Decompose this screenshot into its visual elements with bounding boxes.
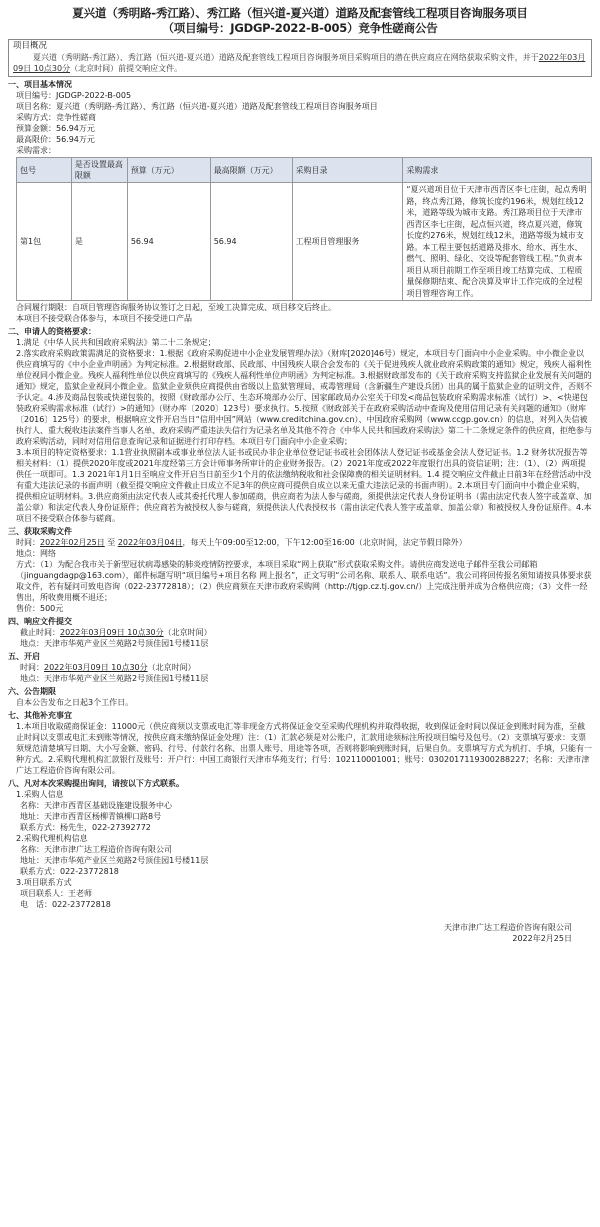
- opening-time-label: 时间：: [20, 663, 44, 672]
- overview-deadline: 2022年03月09日 10点30分: [13, 53, 586, 73]
- max-limit: 最高限价：56.94万元: [16, 135, 95, 144]
- section-obtain-docs: [8, 526, 592, 614]
- project-number: 项目编号：JGDGP-2022-B-005: [16, 91, 132, 100]
- section-basic-info: [8, 79, 592, 324]
- procurement-method: 采购方式：竞争性磋商: [16, 113, 96, 122]
- time-start: 2022年02月25日: [40, 538, 105, 547]
- time-label: 时间：: [16, 538, 40, 547]
- title-line-2: （项目编号：JGDGP-2022-B-005）竞争性磋商公告: [162, 21, 438, 35]
- overview-text-b: （北京时间）前提交响应文件。: [70, 64, 183, 73]
- consortium-note: 本项目不接受联合体参与，本项目不接受进口产品: [16, 314, 192, 323]
- purchaser-name: 名称：天津市西青区基础设施建设服务中心: [20, 801, 172, 810]
- section-heading: 六、公告期限: [8, 687, 56, 696]
- opening-time-value: 2022年03月09日 10点30分: [44, 663, 148, 672]
- table-header-row: [17, 158, 592, 183]
- purchaser-address: 地址：天津市西青区杨柳青镇柳口路8号: [20, 812, 162, 821]
- submission-place: 地点：天津市华苑产业区兰苑路2号顶佳园1号楼11层: [20, 639, 209, 648]
- opening-place: 地点：天津市华苑产业区兰苑路2号顶佳园1号楼11层: [20, 674, 209, 683]
- table-row: [17, 183, 592, 301]
- section-heading: 一、项目基本情况: [8, 80, 72, 89]
- agency-name: 名称：天津市津广达工程造价咨询有限公司: [20, 845, 172, 854]
- signature-date: 2022年2月25日: [512, 934, 572, 943]
- section-submission: [8, 616, 592, 649]
- cell-catalog: 工程项目管理服务: [292, 183, 403, 301]
- section-qualification: [8, 326, 592, 524]
- submission-deadline: [8, 627, 592, 638]
- title-line-1: 夏兴道（秀明路-秀江路）、秀江路（恒兴道-夏兴道）道路及配套管线工程项目咨询服务项目: [72, 6, 528, 20]
- project-contact-person: 项目联系人：王老师: [20, 889, 92, 898]
- other-text: 1.本项目收取磋商保证金：11000元（供应商须以支票或电汇等非现金方式将保证金交至采购代理机构并取得收据，收到保证金时间以保证金到账时间为准，至截止时间以支票或电汇未到账等情况，按供应商未缴纳保证金处理）注：（1）汇款必须是对公账户，汇款用途须标注所投项目编号及包号。（2）支票填写要求：支票须规范清楚填写日期、大小写金额、密码、行号、付款行名称、出票人账号、用途等各项，否则将影响到账时间，后果自负。支票填写方式为机打、手填，只能有一种方式。2.采购代理机构汇款银行及账号：开户行：中国工商银行天津市华苑支行；行号：102110001001；账号：0302017119300288227；名称：天津市津广达工程造价咨询有限公司。: [16, 722, 592, 775]
- agency-heading: 2.采购代理机构信息: [16, 834, 88, 843]
- opening-time-suffix: （北京时间）: [147, 663, 196, 672]
- project-contact-heading: 3.项目联系方式: [16, 878, 72, 887]
- col-header: 是否设置最高限额: [71, 158, 127, 183]
- qualification-p1: 1.满足《中华人民共和国政府采购法》第二十二条规定；: [16, 338, 216, 347]
- contract-period: 合同履行期限：自项目管理咨询服务协议签订之日起，至竣工决算完成、项目移交后终止。: [16, 303, 336, 312]
- cell-has-limit: 是: [71, 183, 127, 301]
- cell-limit: 56.94: [210, 183, 292, 301]
- deadline-suffix: （北京时间）: [163, 628, 212, 637]
- signature-org: 天津市津广达工程造价咨询有限公司: [444, 923, 572, 932]
- purchaser-contact: 联系方式：杨先生，022-27392772: [20, 823, 151, 832]
- overview-box: [8, 39, 592, 77]
- page-title: [10, 6, 590, 36]
- time-to: 至: [104, 538, 118, 547]
- cell-budget: 56.94: [127, 183, 210, 301]
- deadline-value: 2022年03月09日 10点30分: [60, 628, 164, 637]
- obtain-place: 地点：网络: [16, 549, 56, 558]
- agency-contact: 联系方式：022-23772818: [20, 867, 119, 876]
- overview-label: 项目概况: [13, 41, 48, 51]
- purchaser-heading: 1.采购人信息: [16, 790, 64, 799]
- col-header: 包号: [17, 158, 72, 183]
- col-header: 采购需求: [403, 158, 592, 183]
- notice-period-text: 自本公告发布之日起3个工作日。: [16, 698, 134, 707]
- section-heading: 八、凡对本次采购提出询问，请按以下方式联系。: [8, 779, 184, 788]
- procurement-table: [16, 157, 592, 301]
- section-other: [8, 710, 592, 776]
- section-heading: 二、申请人的资格要求：: [8, 327, 96, 336]
- section-opening: [8, 651, 592, 684]
- overview-text-a: 夏兴道（秀明路-秀江路）、秀江路（恒兴道-夏兴道）道路及配套管线工程项目咨询服务项目采购项目的潜在供应商应在网络获取采购文件，并于: [33, 53, 539, 62]
- col-header: 预算（万元）: [127, 158, 210, 183]
- cell-requirement: “夏兴道项目位于天津市西青区李七庄街，起点秀明路，终点秀江路，修筑长度约196米，规划红线12米，道路等级为城市支路。秀江路项目位于天津市西青区李七庄街，起点恒兴道，终点夏兴道，修筑长度约276米，规划红线12米，道路等级为城市支路。本工程主要包括道路及排水、给水、再生水、燃气、照明、绿化、交设等配套管线工程。”负责本项目从项目前期工作至项目竣工结算完成、工程质量保修期结束、配合决算及审计工作完成的全过程项目管理咨询工作。: [403, 183, 592, 301]
- time-rest: ，每天上午09:00至12:00，下午12:00至16:00（北京时间，法定节假日除外）: [182, 538, 467, 547]
- section-heading: 四、响应文件提交: [8, 617, 72, 626]
- signature-block: [6, 922, 594, 944]
- agency-address: 地址：天津市华苑产业区兰苑路2号顶佳园1号楼11层: [20, 856, 209, 865]
- project-name: 项目名称：夏兴道（秀明路-秀江路）、秀江路（恒兴道-夏兴道）道路及配套管线工程项目咨询服务项目: [16, 102, 378, 111]
- qualification-p2: 2.落实政府采购政策需满足的资格要求：1.根据《政府采购促进中小企业发展管理办法》（财库[2020]46号）规定，本项目专门面向中小企业采购。中小微企业以供应商填写的《中小企业声明函》为判定标准。2.根据财政部、民政部、中国残疾人联合会发布的《关于促进残疾人就业政府采购政策的通知》规定，残疾人福利性单位视同小微企业。残疾人福利性单位以供应商填写的《残疾人福利性单位声明函》为判定标准。3.根据财政部发布的《关于政府采购支持监狱企业发展有关问题的通知》规定，监狱企业视同小微企业。监狱企业须供应商提供由省级以上监狱管理局、戒毒管理局（含新疆生产建设兵团）出具的属于监狱企业的证明文件，否则不予认定。4.涉及商品包装或快递包装的，按照《财政部办公厅、生态环境部办公厅、国家邮政局办公室关于印发<商品包装政府采购需求标准（试行）>、<快递包装政府采购需求标准（试行）>的通知》（财办库〔2020〕123号）要求执行。5.按照《财政部关于在政府采购活动中查询及使用信用记录有关问题的通知》（财库〔2016〕125号）的要求，根据响应文件开启当日“信用中国”网站（www.creditchina.gov.cn）、中国政府采购网（www.ccgp.gov.cn）的信息，对列入失信被执行人、重大税收违法案件当事人名单、政府采购严重违法失信行为记录名单及其他不符合《中华人民共和国政府采购法》第二十二条规定条件的供应商，拒绝参与政府采购活动，同时对信用信息查询记录和证据进行打印存档。本项目专门面向中小企业采购；: [16, 349, 592, 446]
- section-heading: 三、获取采购文件: [8, 527, 72, 536]
- needs-label: 采购需求：: [16, 146, 56, 155]
- col-header: 最高限额（万元）: [210, 158, 292, 183]
- obtain-price: 售价：500元: [16, 604, 64, 613]
- qualification-p3: 3.本项目的特定资格要求：1.1营业执照副本或事业单位法人证书或民办非企业单位登记证书或社会团体法人登记证书或基金会法人登记证书。1.2 财务状况报告等相关材料：（1）提供2020年度或2021年度经第三方会计师事务所审计的企业财务报告。（2）2021年度或2022年度银行出具的资信证明；注：（1）、（2）两项提供任一项即可。1.3 2021年1月1日至响应文件开启当日前至少1个月的依法缴纳税收和社会保障费的相关证明材料。1.4 提交响应文件截止日前3年在经营活动中没有重大违法记录的书面声明（截至提交响应文件截止日成立不足3年的供应商可提供自成立以来无重大违法记录的书面声明）。2.本项目专门面向中小微企业采购，提供相应证明材料。3.供应商须由法定代表人或其委托代理人参加磋商，供应商若为法人参与磋商，须提供法定代表人身份证明书（需由法定代表人签字或盖章、加盖公章）和法定代表人身份证原件；供应商若为被授权人参与磋商，须提供法人代表授权书（需由法定代表人签字或盖章、加盖公章）和被授权人身份证原件。4.本项目不接受联合体参与磋商。: [16, 448, 592, 523]
- col-header: 采购目录: [292, 158, 403, 183]
- cell-package: 第1包: [17, 183, 72, 301]
- project-contact-phone: 电 话：022-23772818: [20, 900, 111, 909]
- announcement-page: [6, 0, 594, 944]
- time-end: 2022年03月04日: [117, 538, 183, 547]
- section-heading: 五、开启: [8, 652, 40, 661]
- obtain-time: [8, 537, 592, 548]
- section-heading: 七、其他补充事宜: [8, 711, 72, 720]
- section-contact: [8, 778, 592, 910]
- obtain-method: 方式：（1）为配合我市关于新型冠状病毒感染的肺炎疫情防控要求，本项目采取“网上获取”形式获取采购文件。请供应商发送电子邮件至我公司邮箱（jinguangdagp@163.com），邮件标题写明“项目编号+项目名称 网上报名”，正文写明“公司名称、联系人、联系电话”。我公司将回传报名须知请按具体要求获取文件，若有疑问可致电咨询（022-23772818）；（2）供应商须在天津市政府采购网（http://tjgp.cz.tj.gov.cn/）上完成注册并成为合格供应商；（3）文件一经售出，所收费用概不退还；: [16, 560, 592, 602]
- deadline-label: 截止时间：: [20, 628, 60, 637]
- section-notice-period: [8, 686, 592, 708]
- opening-time: [8, 662, 592, 673]
- overview-text: [13, 52, 587, 74]
- budget-amount: 预算金额：56.94万元: [16, 124, 95, 133]
